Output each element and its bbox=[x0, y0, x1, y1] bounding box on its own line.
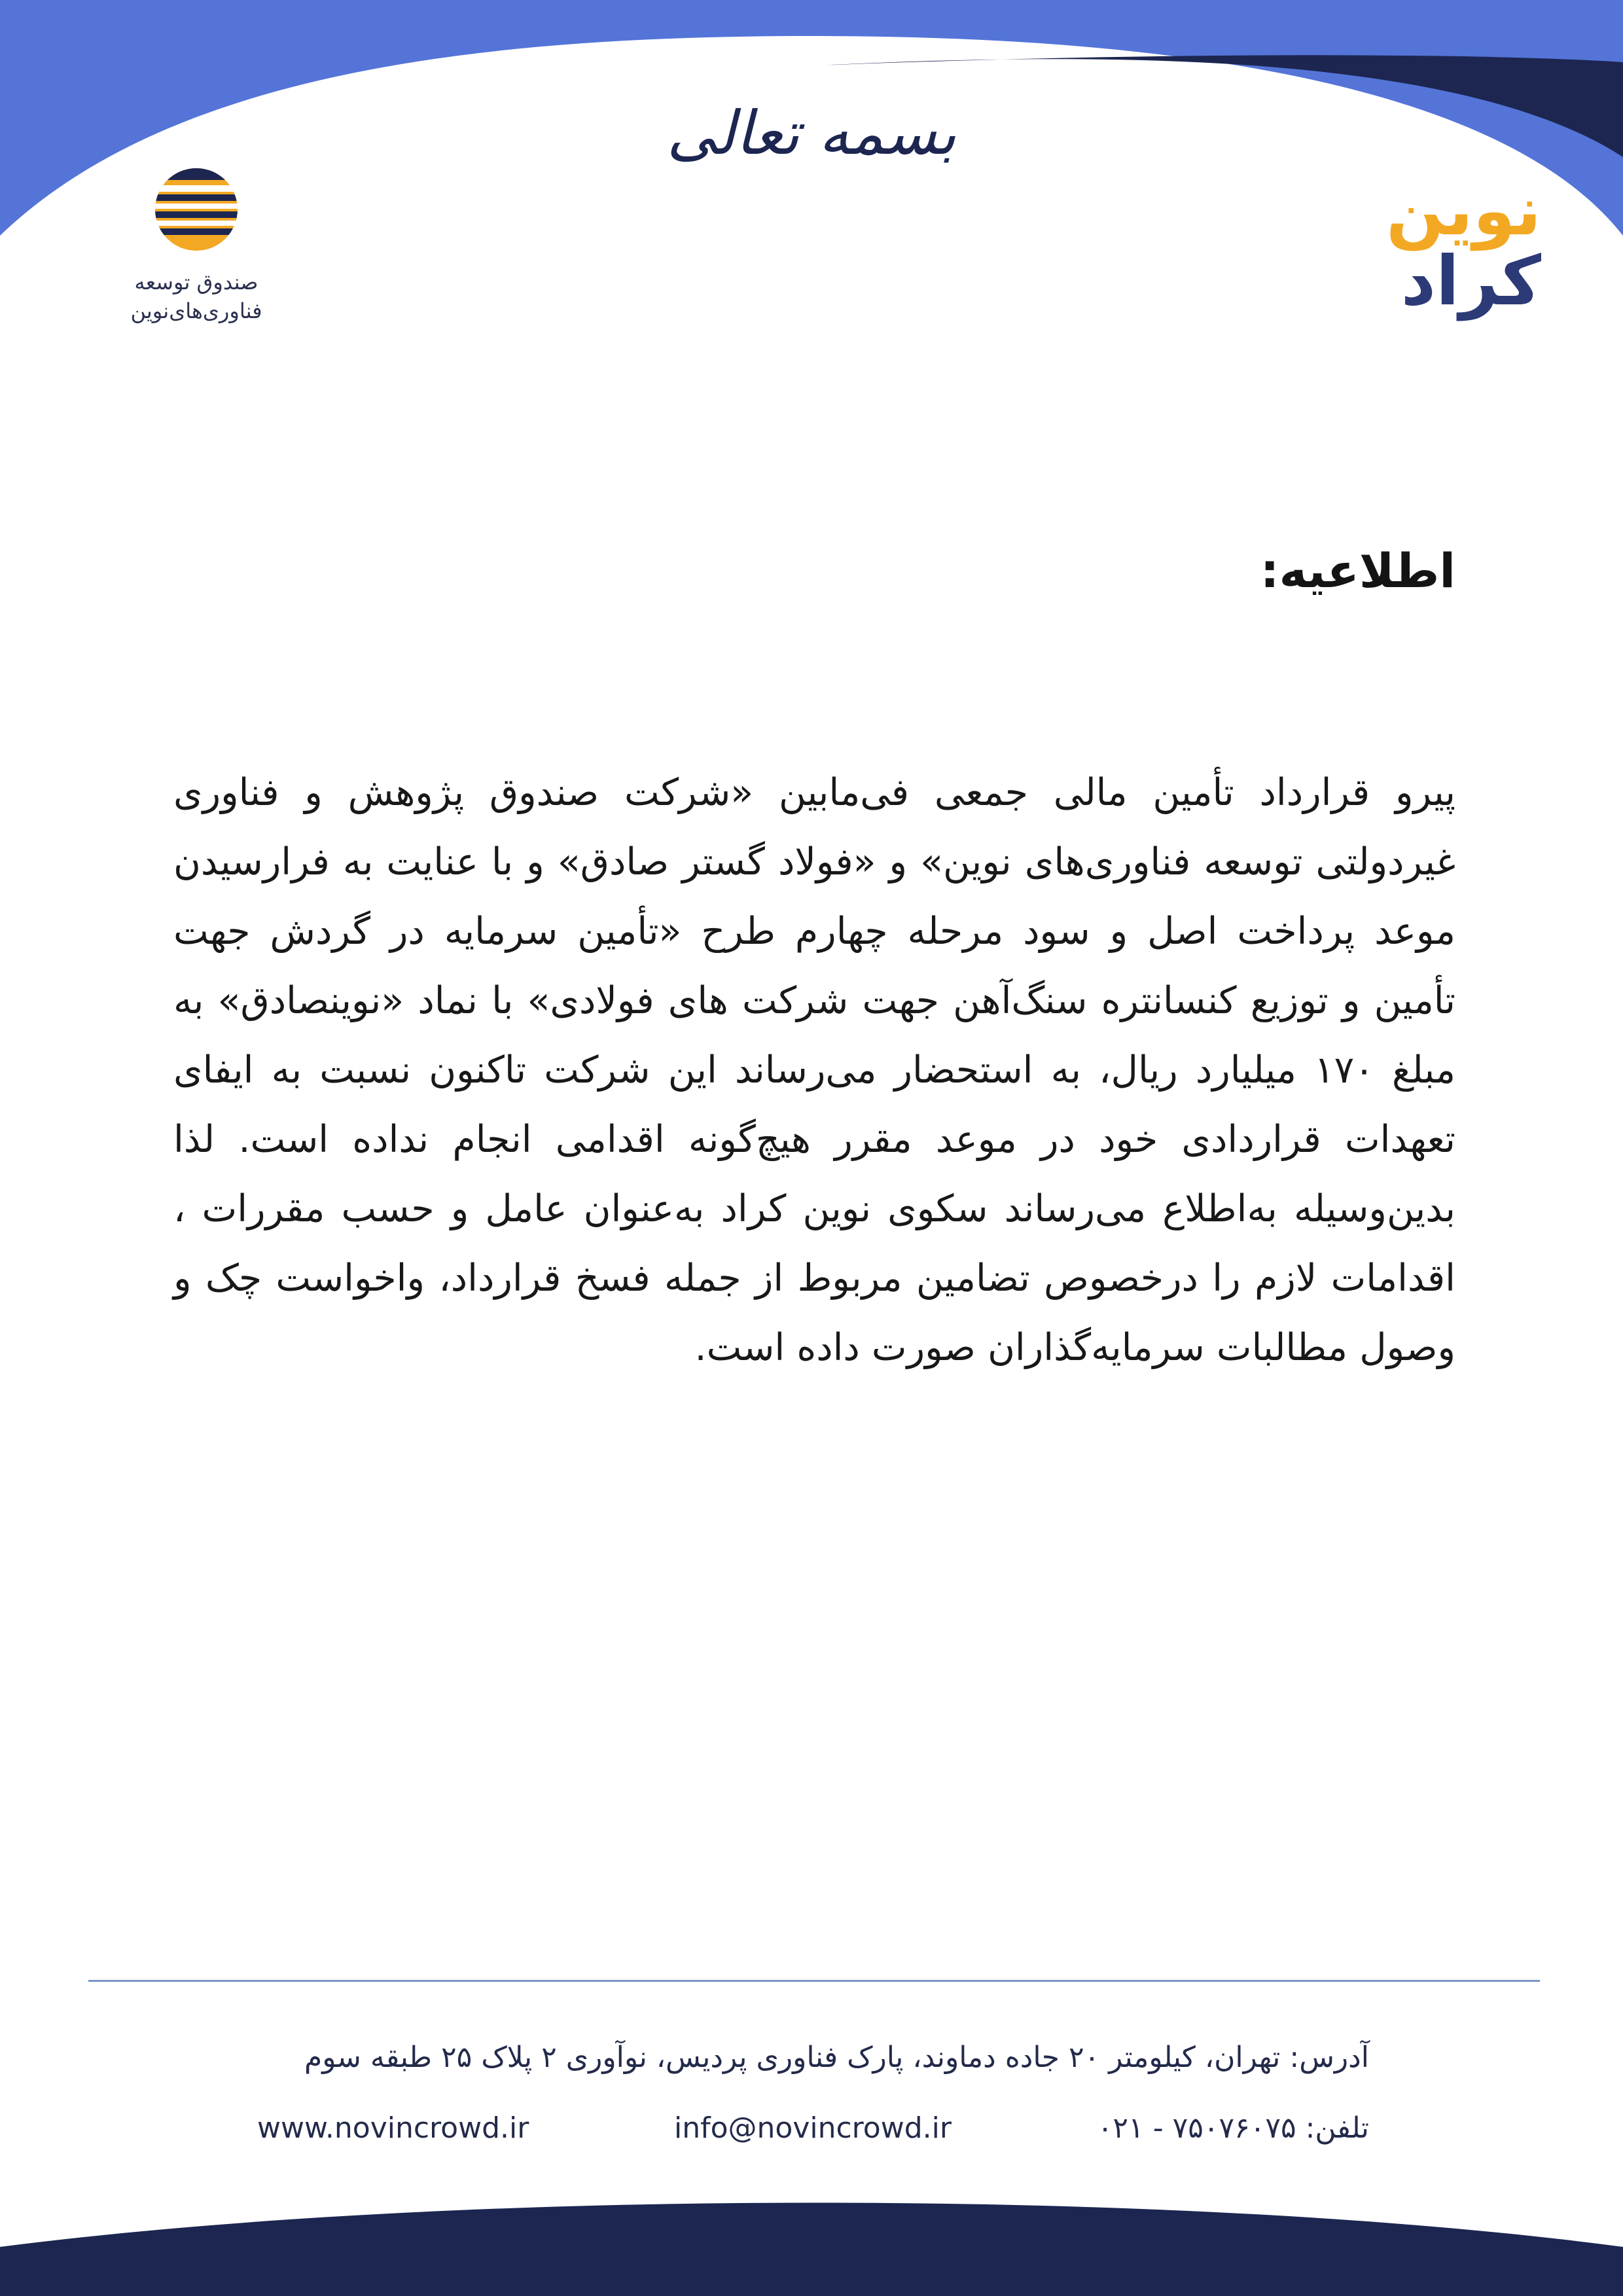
fund-logo bbox=[111, 167, 281, 325]
footer-phone: تلفن: ۷۵۰۷۶۰۷۵ - ۰۲۱ bbox=[1097, 2111, 1369, 2145]
notice-title: اطلاعیه: bbox=[1260, 543, 1455, 598]
footer-wave-decoration bbox=[0, 2198, 1623, 2296]
brand-logo bbox=[1345, 171, 1541, 321]
brand-logo-word2: کراد bbox=[1400, 241, 1541, 321]
fund-logo-line2: فناوری‌های‌نوین bbox=[130, 298, 262, 323]
footer-divider bbox=[88, 1980, 1540, 1982]
fund-logo-line1: صندوق توسعه bbox=[134, 270, 259, 295]
footer-website-link[interactable]: www.novincrowd.ir bbox=[257, 2111, 529, 2145]
brand-logo-word1: نوین bbox=[1386, 171, 1541, 251]
footer-email-link[interactable]: info@novincrowd.ir bbox=[674, 2111, 952, 2145]
footer-address: آدرس: تهران، کیلومتر ۲۰ جاده دماوند، پارک فناوری پردیس، نوآوری ۲ پلاک ۲۵ طبقه سوم bbox=[304, 2041, 1369, 2074]
notice-body-paragraph: پیرو قرارداد تأمین مالی جمعی فی‌مابین «شرکت صندوق پژوهش و فناوری غیردولتی توسعه فناوری‌های نوین» و «فولاد گستر صادق» و با عنایت به فرارسیدن موعد پرداخت اصل و سود مرحله چهارم طرح «تأمین سرمایه در گردش جهت تأمین و توزیع کنسانتره سنگ‌آهن جهت شرکت های فولادی» با نماد «نوینصادق» به مبلغ ۱۷۰ میلیارد ریال، به استحضار می‌رساند این شرکت تاکنون نسبت به ایفای تعهدات قراردادی خود در موعد مقرر هیچ‌گونه اقدامی انجام نداده است. لذا بدین‌وسیله به‌اطلاع می‌رساند سکوی نوین کراد به‌عنوان عامل و حسب مقررات ، اقدامات لازم را درخصوص تضامین مربوط از جمله فسخ قرارداد، واخواست چک و وصول مطالبات سرمایه‌گذاران صورت داده است. bbox=[173, 771, 1455, 1369]
striped-circle-logo-icon bbox=[154, 167, 239, 252]
invocation-heading: بسمه تعالی bbox=[666, 98, 957, 168]
notice-body bbox=[173, 758, 1455, 1382]
